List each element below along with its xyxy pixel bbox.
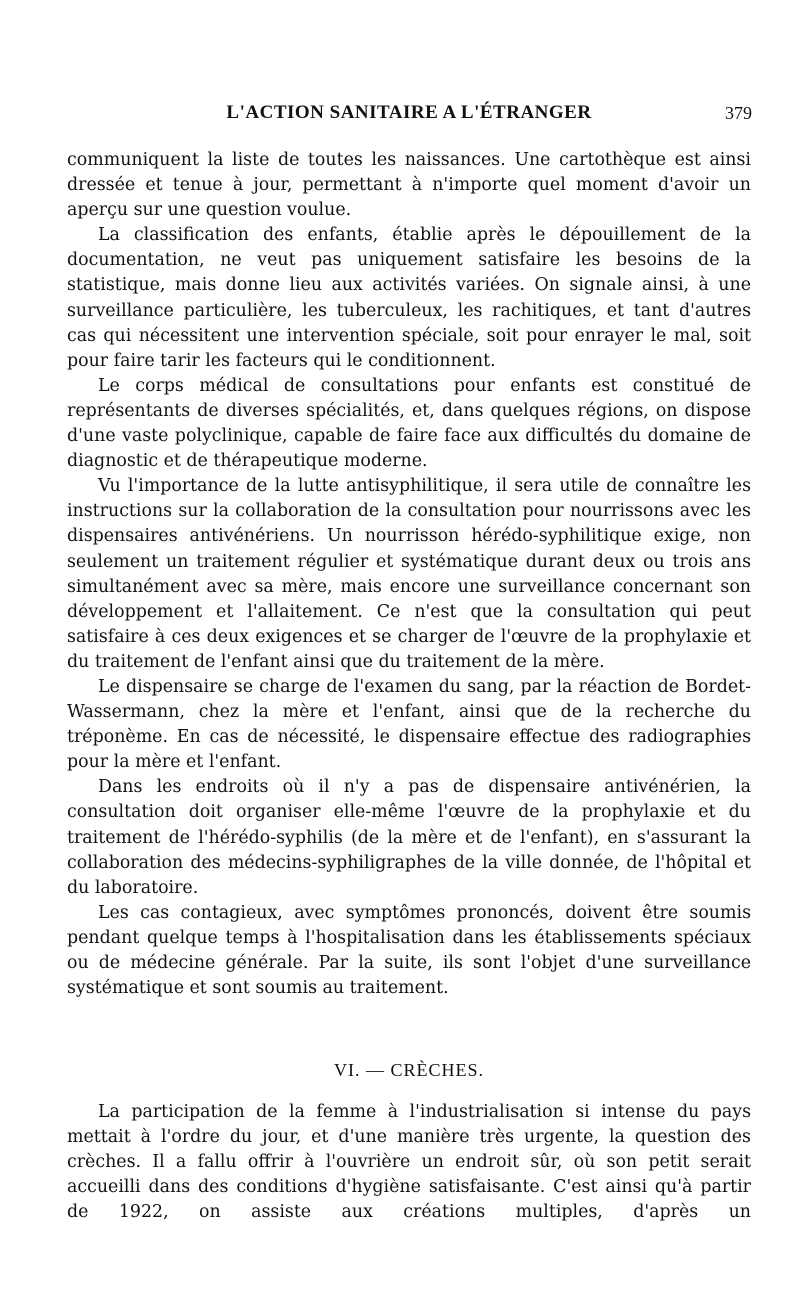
section-heading: VI. — CRÈCHES. bbox=[333, 1060, 484, 1080]
section-text bbox=[67, 1100, 751, 1225]
page-number: 379 bbox=[725, 103, 752, 123]
paragraph-classification: La classification des enfants, établie après le dépouillement de la documentation, ne veut pas uniquement satisfaire les besoins de la statistique, mais donne lieu aux activités variées. On signale ainsi, à une surveillance particulière, les tuberculeux, les rachitiques, et tant d'autres cas qui nécessitent une intervention spéciale, soit pour enrayer le mal, soit pour faire tarir les facteurs qui le conditionnent. bbox=[67, 225, 751, 371]
paragraph-medical-staff: Le corps médical de consultations pour enfants est constitué de représentants de diverses spécialités, et, dans quelques régions, on dispose d'une vaste polyclinique, capable de faire face aux difficultés du domaine de diagnostic et de thérapeutique moderne. bbox=[67, 375, 751, 472]
body-text bbox=[67, 148, 751, 1001]
paragraph-continuation: communiquent la liste de toutes les naissances. Une cartothèque est ainsi dressée et tenue à jour, permettant à n'importe quel moment d'avoir un aperçu sur une question voulue. bbox=[67, 150, 751, 221]
paragraph-antisyphilitic: Vu l'importance de la lutte antisyphilitique, il sera utile de connaître les instructions sur la collaboration de la consultation pour nourrissons avec les dispensaires antivénériens. Un nourrisson hérédo-syphilitique exige, non seulement un traitement régulier et systématique durant deux ou trois ans simultanément avec sa mère, mais encore une surveillance concernant son développement et l'allaitement. Ce n'est que la consultation qui peut satisfaire à ces deux exigences et se charger de l'œuvre de la prophylaxie et du traitement de l'enfant ainsi que du traitement de la mère. bbox=[67, 476, 751, 672]
running-title: L'ACTION SANITAIRE A L'ÉTRANGER bbox=[226, 102, 592, 123]
paragraph-creches: La participation de la femme à l'industrialisation si intense du pays mettait à l'ordre du jour, et d'une manière très urgente, la question des crèches. Il a fallu offrir à l'ouvrière un endroit sûr, où son petit serait accueilli dans des conditions d'hygiène satisfaisante. C'est ainsi qu'à partir de 1922, on assiste aux créations multiples, d'après un bbox=[67, 1102, 751, 1223]
paragraph-dispensary: Le dispensaire se charge de l'examen du sang, par la réaction de Bordet-Wassermann, chez la mère et l'enfant, ainsi que de la recherche du tréponème. En cas de nécessité, le dispensaire effectue des radiographies pour la mère et l'enfant. bbox=[67, 676, 751, 773]
running-head bbox=[66, 102, 752, 130]
paragraph-contagious-cases: Les cas contagieux, avec symptômes prononcés, doivent être soumis pendant quelque temps à l'hospitalisation dans les établissements spéciaux ou de médecine générale. Par la suite, ils sont l'objet d'une surveillance systématique et sont soumis au traitement. bbox=[67, 902, 751, 999]
paragraph-no-dispensary: Dans les endroits où il n'y a pas de dispensaire antivénérien, la consultation doit organiser elle-même l'œuvre de la prophylaxie et du traitement de l'hérédo-syphilis (de la mère et de l'enfant), en s'assurant la collaboration des médecins-syphiligraphes de la ville donnée, de l'hôpital et du laboratoire. bbox=[67, 777, 751, 898]
